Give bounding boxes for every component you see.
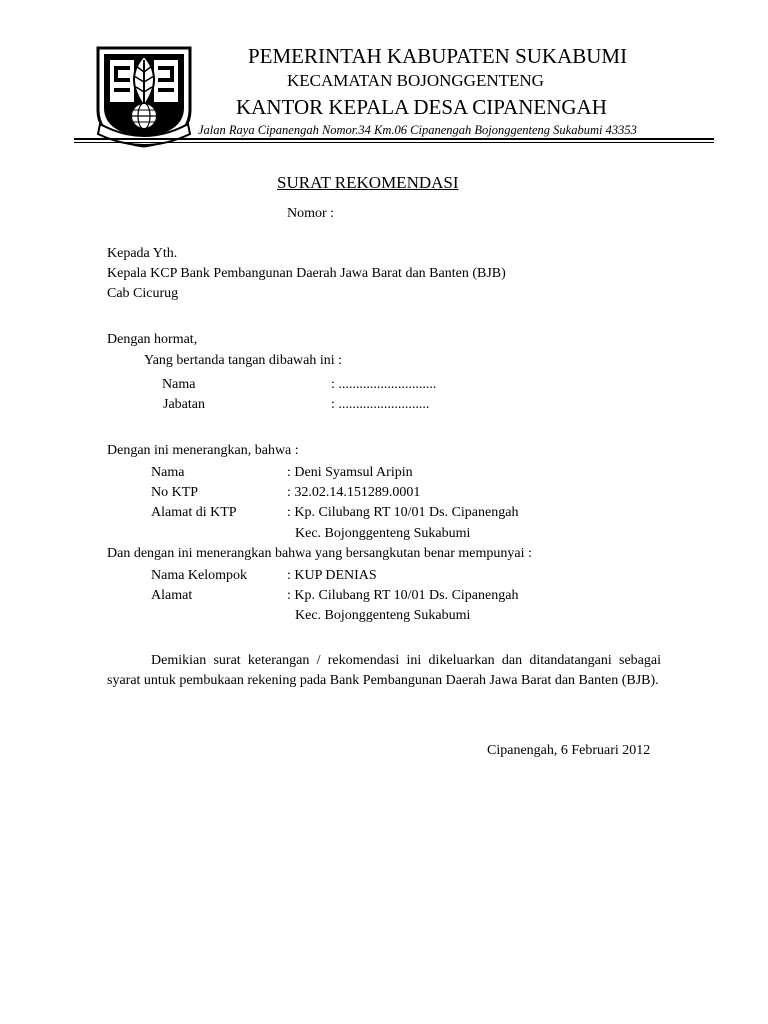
person-address-label: Alamat di KTP bbox=[151, 505, 237, 520]
group-name-label: Nama Kelompok bbox=[151, 568, 248, 583]
emblem-graphic bbox=[92, 44, 196, 148]
person-address-value-1: : Kp. Cilubang RT 10/01 Ds. Cipanengah bbox=[287, 505, 519, 520]
letterhead-office: KANTOR KEPALA DESA CIPANENGAH bbox=[236, 95, 607, 119]
letterhead-district: KECAMATAN BOJONGGENTENG bbox=[287, 71, 544, 90]
closing-paragraph bbox=[107, 651, 661, 692]
letterhead-divider-thick bbox=[74, 138, 714, 140]
person-name-label: Nama bbox=[151, 465, 185, 480]
signatory-intro: Yang bertanda tangan dibawah ini : bbox=[144, 353, 343, 368]
nomor-label: Nomor : bbox=[287, 206, 335, 221]
document-title: SURAT REKOMENDASI bbox=[277, 173, 459, 192]
statement-intro: Dengan ini menerangkan, bahwa : bbox=[107, 443, 299, 458]
person-ktp-label: No KTP bbox=[151, 485, 199, 500]
letterhead-address: Jalan Raya Cipanengah Nomor.34 Km.06 Cipanengah Bojonggenteng Sukabumi 43353 bbox=[198, 123, 637, 137]
group-address-value-1: : Kp. Cilubang RT 10/01 Ds. Cipanengah bbox=[287, 588, 519, 603]
recipient-line-2: Kepala KCP Bank Pembangunan Daerah Jawa Barat dan Banten (BJB) bbox=[107, 266, 506, 281]
salutation: Dengan hormat, bbox=[107, 332, 198, 347]
closing-text: Demikian surat keterangan / rekomendasi ini dikeluarkan dan ditandatangani sebagai syarat untuk pembukaan rekening pada Bank Pembangunan Daerah Jawa Barat dan Banten (BJB). bbox=[107, 653, 661, 689]
person-ktp-value: : 32.02.14.151289.0001 bbox=[287, 485, 421, 500]
group-address-label: Alamat bbox=[151, 588, 193, 603]
recipient-line-1: Kepada Yth. bbox=[107, 246, 178, 261]
signatory-name-value: : ............................ bbox=[331, 377, 437, 392]
group-address-value-2: Kec. Bojonggenteng Sukabumi bbox=[295, 608, 471, 623]
signatory-position-value: : .......................... bbox=[331, 397, 430, 412]
regency-emblem-logo bbox=[92, 44, 196, 148]
recipient-line-3: Cab Cicurug bbox=[107, 286, 179, 301]
place-and-date: Cipanengah, 6 Februari 2012 bbox=[487, 743, 651, 758]
signatory-name-label: Nama bbox=[162, 377, 196, 392]
letterhead-government: PEMERINTAH KABUPATEN SUKABUMI bbox=[248, 44, 628, 68]
group-intro: Dan dengan ini menerangkan bahwa yang bersangkutan benar mempunyai : bbox=[107, 546, 532, 561]
person-name-value: : Deni Syamsul Aripin bbox=[287, 465, 413, 480]
group-name-value: : KUP DENIAS bbox=[287, 568, 377, 583]
person-address-value-2: Kec. Bojonggenteng Sukabumi bbox=[295, 526, 471, 541]
letterhead-divider-thin bbox=[74, 142, 714, 143]
signatory-position-label: Jabatan bbox=[163, 397, 205, 412]
